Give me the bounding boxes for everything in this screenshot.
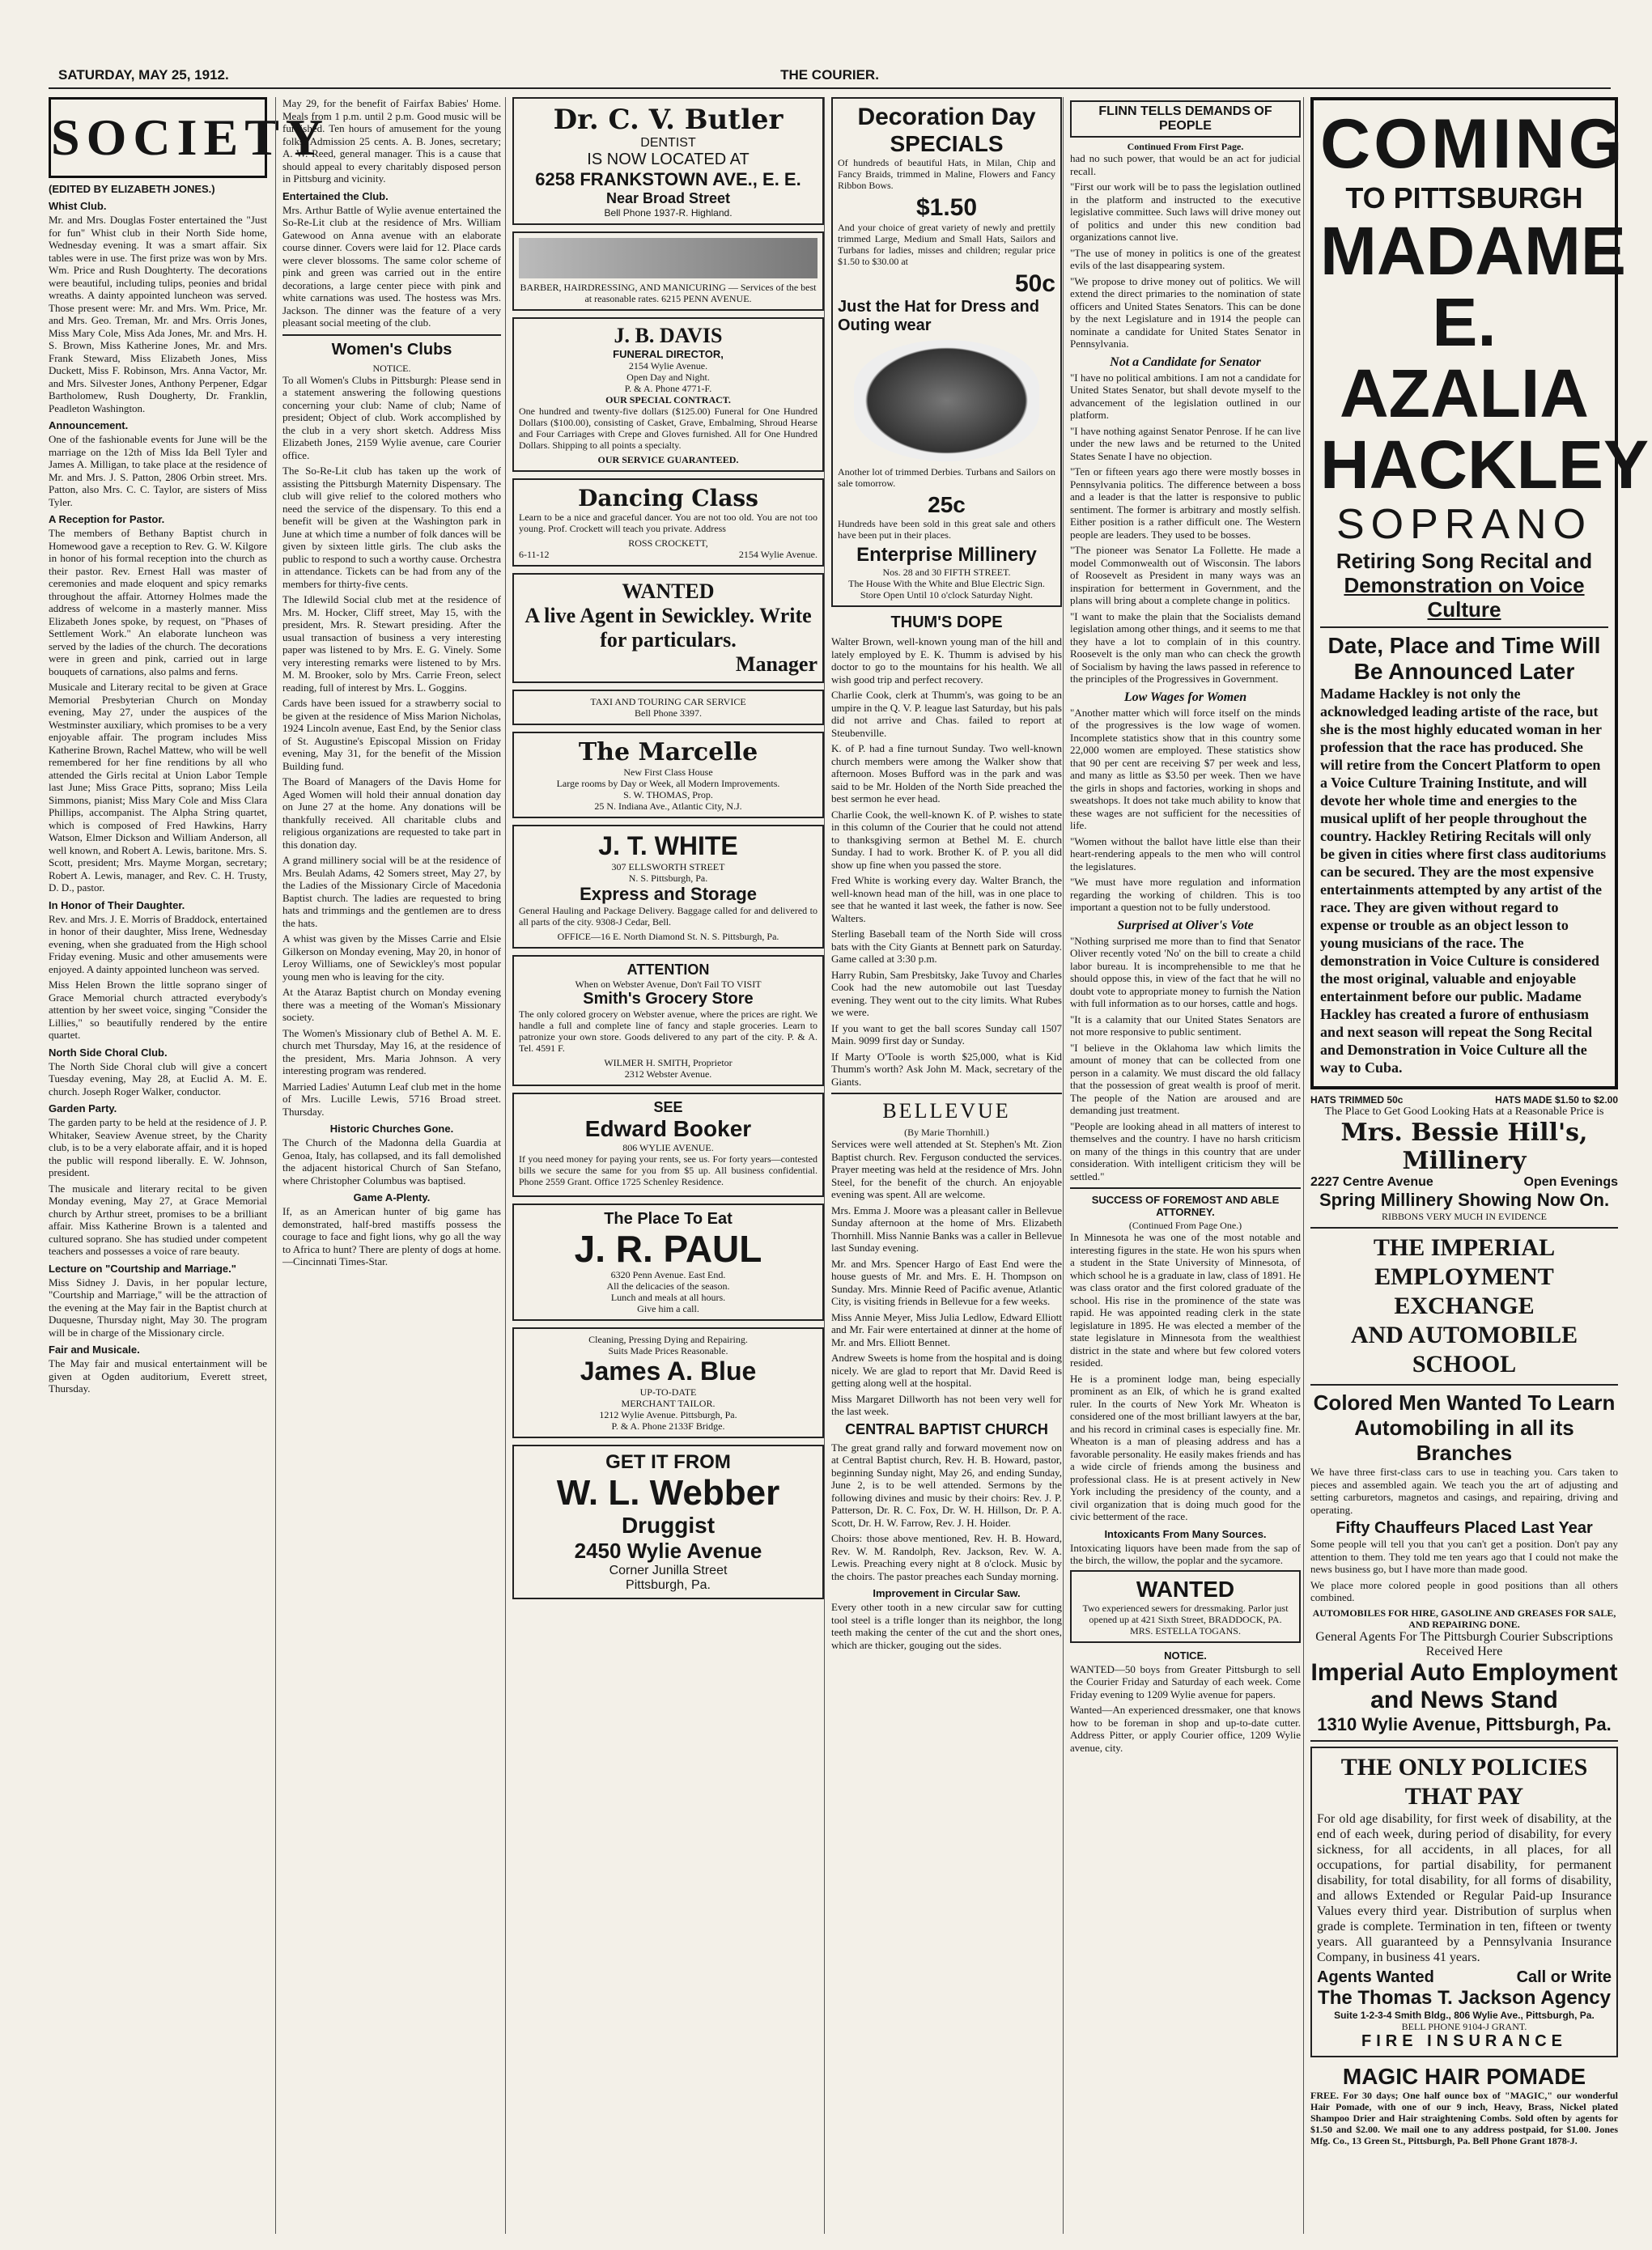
deco-title: Decoration Day	[857, 104, 1036, 130]
flinn-heading: FLINN TELLS DEMANDS OF PEOPLE	[1070, 100, 1301, 138]
marcelle-address: 25 N. Indiana Ave., Atlantic City, N.J.	[594, 800, 742, 812]
butler-located: IS NOW LOCATED AT	[587, 151, 750, 168]
blue-prices: Suits Made Prices Reasonable.	[608, 1345, 728, 1356]
historic-churches-text: The Church of the Madonna della Guardia at Genoa, Italy, has collapsed, and its fall demolished the adjacent historical Church of San Stefano, where Christopher Columbus was baptised.	[282, 1136, 501, 1187]
flinn-2: "First our work will be to pass the legislation outlined in the platform and instructed to the executive legislative committee. Such laws will drive money out of politics and under this new condition bad organizations cannot live.	[1070, 180, 1301, 243]
blue-name: James A. Blue	[580, 1356, 757, 1386]
issue-date: SATURDAY, MAY 25, 1912.	[58, 67, 229, 83]
fair-text: The May fair and musical entertainment will be given at Ogden auditorium, Everett street, Thursday.	[49, 1357, 267, 1395]
paul-address: 6320 Penn Avenue. East End.	[610, 1269, 726, 1280]
policies-ad	[1310, 1747, 1618, 2057]
butler-address: 6258 FRANKSTOWN AVE., E. E.	[535, 169, 801, 189]
enterprise-name: Enterprise Millinery	[856, 544, 1037, 566]
wanted-sewers-name: MRS. ESTELLA TOGANS.	[1130, 1624, 1241, 1637]
white-text: General Hauling and Package Delivery. Baggage called for and delivered to all parts of the city. 9308-J Cedar, Bell.	[519, 905, 818, 928]
divider	[1070, 1187, 1301, 1189]
policies-text: For old age disability, for first week of disability, at the end of each week, during period of disability, for every sickness, for all accidents, in all places, for all occupations, for partial disability, for permanent disability, for total disability, for all forms of disability, and allows Extended or Regular Paid-up Insurance Values every third year. Distribution of surplus when grade is complete. Termination in ten, fifteen or twenty years. All guaranteed by a Pennsylvania Insurance Company, in business 41 years.	[1317, 1811, 1612, 1964]
strawberry-social-text: Cards have been issued for a strawberry social to be given at the residence of Miss Marion Nicholas, 1924 Lincoln avenue, East End, by the Senior class of St. Augustine's Episcopal Mission on Friday evening, May 31, for the benefit of the Mission Building fund.	[282, 697, 501, 772]
dope-1: Walter Brown, well-known young man of the hill and lately employed by E. K. Thumm is advised by his doctor to go to the mountains for his health. We all wish good trip and perfect recovery.	[831, 635, 1062, 686]
improvement-heading: Improvement in Circular Saw.	[873, 1587, 1021, 1599]
choral-club-heading: North Side Choral Club.	[49, 1046, 168, 1059]
booker-name: Edward Booker	[584, 1116, 752, 1141]
fire-insurance: FIRE INSURANCE	[1361, 2031, 1567, 2050]
fifty-text2: We place more colored people in good positions than all others combined.	[1310, 1578, 1618, 1603]
deco-price: $1.50	[915, 194, 978, 221]
blue-ad	[512, 1327, 824, 1438]
bellevue-heading: BELLEVUE	[882, 1099, 1011, 1123]
success-continued: (Continued From Page One.)	[1128, 1220, 1242, 1231]
ads-column	[505, 97, 824, 2234]
webber-name: W. L. Webber	[556, 1473, 780, 1513]
hackley-text: Madame Hackley is not only the acknowledged leading artiste of the race, but she is the most highly educated woman in her profession that the race has produced. She will retire from the Concert Platform to open a Voice Culture Training Institute, and will devote her whole time and energies to the musical uplift of her people throughout the country. Hackley Retiring Recitals will only be given in cities where first class auditoriums can be secured. They are the most expensive entertainments attempted by any artist of the race. They are given without regard to expense or trouble as an object lesson to young musicians of the race. The demonstration in Voice Culture is considered the most original, valuable and enjoyable entertainment before our public. Madame Hackley has created a furore of enthusiasm and next season will repeat the Song Recital and Demonstration in Voice Culture all the way to Cuba.	[1320, 686, 1607, 1076]
so-re-lit-text: The So-Re-Lit club has taken up the work of assisting the Pittsburgh Maternity Dispensary. The club will give relief to the colored mothers who need the service of the dispensary. To this end a benefit will be given at the Washington park in June at which time a number of folk dances will be given by sixteen little girls. The club asks the public to respond to such a worthy cause. Orchestra in attendance. Tickets can be had from any of the members for thirty-five cents.	[282, 465, 501, 590]
barber-illustration	[519, 238, 818, 278]
white-name: J. T. WHITE	[598, 831, 738, 860]
smith-prop: WILMER H. SMITH, Proprietor	[604, 1057, 733, 1068]
historic-churches-heading: Historic Churches Gone.	[329, 1123, 454, 1135]
entertained-text: Mrs. Arthur Battle of Wylie avenue entertained the So-Re-Lit club at the residence of Mrs. William Gatewood on Anna avenue with an elaborate course dinner. Covers were laid for 12. Place cards were clever blossoms. The same color scheme of pink and green was carried out in the entire decorations, a large center piece with pink and white carnations was used. The hostess was Mrs. Jackson. The dinner was the feature of a very pleasant social meeting of the club.	[282, 203, 501, 329]
butler-near: Near Broad Street	[605, 190, 731, 206]
butler-ad	[512, 97, 824, 225]
madame-label: MADAME	[1320, 213, 1626, 289]
policies-title: THE ONLY POLICIES THAT PAY	[1340, 1753, 1588, 1810]
intoxicants-text: Intoxicating liquors have been made from the sap of the birch, the willow, the poplar and the sycamore.	[1070, 1541, 1301, 1566]
hill-ribbons: RIBBONS VERY MUCH IN EVIDENCE	[1381, 1211, 1547, 1222]
divider	[1310, 1384, 1618, 1386]
dope-3: K. of P. had a fine turnout Sunday. Two well-known church members were among the Walker show that afternoon. Moses Bufford was in the park and was said to be Mr. Holden of the North Side preached the best sermon he ever head.	[831, 742, 1062, 804]
blue-sub: UP-TO-DATE	[639, 1386, 697, 1398]
flinn-16: "People are looking ahead in all matters of interest to themselves and the country. I have no harsh criticism on many of the things in this country that are under consideration. With intelligent criticism they will be settled."	[1070, 1119, 1301, 1182]
idlewild-text: The Idlewild Social club met at the residence of Mrs. M. Hocker, Cliff street, May 15, with the president, Mrs. R. Stewart presiding. After the usual transaction of business a very interesting paper was listened to by Mrs. E. G. Vinely. Some very interesting remarks were listened to by Mrs. M. M. Brooker, solo by Mrs. Carrie Freon, select reading, full of interest by Mrs. L. Goggins.	[282, 593, 501, 694]
game-text: If, as an American hunter of big game has demonstrated, half-bred mastiffs possess the courage to face and fight lions, why go all the way to Africa to hunt? There are plenty of dogs at home. —Cincinnati Times-Star.	[282, 1205, 501, 1267]
bellevue-3: Mr. and Mrs. Spencer Hargo of East End were the house guests of Mr. and Mrs. E. H. Thompson on Sunday. Mrs. Minnie Reed of Pacific avenue, Atlantic City, is visiting friends in Bellevue for a few weeks.	[831, 1257, 1062, 1307]
entertained-heading: Entertained the Club.	[282, 189, 389, 202]
paul-name: J. R. PAUL	[574, 1228, 762, 1270]
butler-name: Dr. C. V. Butler	[553, 104, 784, 136]
davis-hours: Open Day and Night.	[626, 371, 710, 383]
autumn-leaf-text: Married Ladies' Autumn Leaf club met in the home of Mrs. Lucille Lewis, 5716 Broad street. Thursday.	[282, 1080, 501, 1118]
imperial-auto2: and News Stand	[1370, 1686, 1558, 1713]
soprano-label: SOPRANO	[1336, 501, 1593, 548]
hats-line	[1310, 1094, 1618, 1106]
dancing-text: Learn to be a nice and graceful dancer. You are not too old. You are not too young. Prof. Crockett will teach you private. Address	[519, 512, 818, 534]
dope-8: If you want to get the ball scores Sunday call 1507 Main. 9099 first day or Sunday.	[831, 1021, 1062, 1046]
hackley-ad	[1310, 97, 1650, 1089]
imperial-address: 1310 Wylie Avenue, Pittsburgh, Pa.	[1317, 1713, 1612, 1734]
flinn-15: "I believe in the Oklahoma law which limits the amount of money that can be collected from one person in a calamity. We must discard the old fallacy that the possession of great wealth is proof of merit. The people of the Nation are aroused and are demanding just treatment.	[1070, 1041, 1301, 1116]
hats-trimmed: HATS TRIMMED 50c	[1310, 1094, 1404, 1106]
hats-made: HATS MADE $1.50 to $2.00	[1495, 1094, 1618, 1106]
millinery-social-text: A grand millinery social will be at the residence of Mrs. Beulah Adams, 42 Somers street, May 27, by the Ladies of the Missionary Circle of Macedonia Baptist church. The ladies are requested to bring hats and trimmings and the gentlemen are to dress the hats.	[282, 854, 501, 929]
fair-heading: Fair and Musicale.	[49, 1344, 140, 1356]
divider	[1320, 626, 1608, 628]
flinn-3: "The use of money in politics is one of the greatest evils of the last disappearing system.	[1070, 246, 1301, 271]
flinn-14: "It is a calamity that our United States Senators are not more responsive to public sentiment.	[1070, 1012, 1301, 1038]
flinn-continued: Continued From First Page.	[1127, 141, 1244, 152]
blue-phone: P. & A. Phone 2133F Bridge.	[611, 1420, 725, 1432]
blue-address: 1212 Wylie Avenue. Pittsburgh, Pa.	[599, 1409, 737, 1420]
millinery-column	[824, 97, 1062, 2234]
intoxicants-heading: Intoxicants From Many Sources.	[1104, 1527, 1267, 1540]
deco-price2: 50c	[1014, 270, 1055, 297]
enterprise-hours: Store Open Until 10 o'clock Saturday Night.	[860, 589, 1034, 601]
paul-hours: Lunch and meals at all hours.	[610, 1292, 726, 1303]
wanted-agent-ad	[512, 573, 824, 683]
garden-party-heading: Garden Party.	[49, 1102, 117, 1114]
dress-price: 25c	[928, 492, 966, 517]
bellevue-5: Andrew Sweets is home from the hospital and is doing nicely. We are glad to report that Mr. David Reed is getting along well at the hospital.	[831, 1352, 1062, 1389]
dancing-address: 2154 Wylie Avenue.	[738, 549, 818, 560]
reception-text: The members of Bethany Baptist church in Homewood gave a reception to Rev. G. W. Kilgore in honor of his formal reception into the church as their pastor. Rev. Ernest Hall was master of ceremonies and made eloquent and spicy remarks throughout the affair. Attorney Holmes made the address of welcome in a masterly manner. Miss Elizabeth Jones spoke, by request, on "Phases of Settlement Work." An elaborate luncheon was served by the ladies of the church. The decorations were in green and pink, carried out in large bouquets of carnations, also palms and ferns.	[49, 527, 267, 677]
white-address2: N. S. Pittsburgh, Pa.	[628, 872, 708, 884]
musicale-text: Musicale and Literary recital to be given at Grace Memorial Presbyterian Church on Monday evening, May 27, under the auspices of the Westminster auxiliary, which promises to be a very enjoyable affair. The program includes Miss Katherine Brown, Rachel Mattew, who will be well remembered for her fine renditions by all who attended the Girls recital at Union Labor Temple last June; Miss Grace Pitts, soprano; Miss Leila Simmons, pianist; Miss Mary Cole and Miss Clara Phillips, accompanist. The Alpha String quartet, which is composed of Fred Hawkins, Harry Watson, Elmer Dickson and William Anderson, all well known, and Robert A. Lewis, baritone. Mrs. S. Scott, president; Mrs. Mayme Morgan, secretary; Robert A. Lewis, manager, and Rev. C. H. Trusty, D. D., pastor.	[49, 681, 267, 894]
helen-brown-text: Miss Helen Brown the little soprano singer of Grace Memorial church attracted everybody's attention by her sweet voice, singing "Consider the Lillies," so beautifully rendered by the entire quartet.	[49, 979, 267, 1041]
webber-city: Pittsburgh, Pa.	[626, 1578, 711, 1592]
marcelle-name: The Marcelle	[578, 738, 758, 766]
davis-title: FUNERAL DIRECTOR,	[613, 348, 724, 360]
paul-text: All the delicacies of the season.	[606, 1280, 730, 1292]
imperial-text: We have three first-class cars to use in teaching you. Cars taken to pieces and assembled again. We teach you the art of adjusting and setting carburetors, magnetos and casings, and repairing, driving and operating.	[1310, 1466, 1618, 1516]
lecture-heading: Lecture on "Courtship and Marriage."	[49, 1262, 236, 1275]
central-baptist-heading: CENTRAL BAPTIST CHURCH	[845, 1420, 1048, 1437]
agents-line	[1317, 1968, 1612, 1987]
recital-line1: Retiring Song Recital and	[1336, 549, 1593, 573]
white-office: OFFICE—16 E. North Diamond St. N. S. Pittsburgh, Pa.	[557, 931, 779, 942]
dancing-date: 6-11-12	[519, 549, 550, 560]
white-service: Express and Storage	[580, 884, 757, 904]
booker-ad	[512, 1093, 824, 1197]
hill-name: Mrs. Bessie Hill's, Millinery	[1340, 1119, 1588, 1175]
fairfax-text: May 29, for the benefit of Fairfax Babies' Home. Meals from 1 p.m. until 2 p.m. Good music will be furnished. Ten hours of amusement for the young folks. Admission 25 cents. A. B. Jones, secretary; A. W. Reed, general manager. This is a cause that should appeal to every charitably disposed person in Pittsburg and vicinity.	[282, 97, 501, 185]
barber-ad	[512, 231, 824, 311]
society-continued-column	[275, 97, 501, 2234]
davis-phone: P. & A. Phone 4771-F.	[624, 383, 712, 394]
agents-wanted: Agents Wanted	[1317, 1968, 1434, 1986]
improvement-text: Every other tooth in a new circular saw for cutting tool steel is a trifle longer than its neighbor, the long teeth making the center of the cut and the short ones, which are thicker, gouging out the sides.	[831, 1601, 1062, 1651]
dope-2: Charlie Cook, clerk at Thumm's, was going to be an umpire in the Q. V. P. league last Saturday, but his pals did not arrive and Chas. failed to report at Steubenville.	[831, 689, 1062, 739]
choral-club-text: The North Side Choral club will give a concert Tuesday evening, May 28, at Euclid A. M. E. church. Joseph Roger Walker, conductor.	[49, 1059, 267, 1097]
dope-5: Fred White is working every day. Walter Branch, the well-known head man of the hill, was in one place to see that he wanted it last week, the father is now. See Walters.	[831, 874, 1062, 924]
bellevue-2: Mrs. Emma J. Moore was a pleasant caller in Bellevue Sunday afternoon at the home of Mrs. Elizabeth Thornhill. Miss Nannie Banks was a caller in Bellevue last Sunday evening.	[831, 1204, 1062, 1254]
blue-head: Cleaning, Pressing Dying and Repairing.	[588, 1334, 748, 1345]
flinn-4: "We propose to drive money out of politics. We will extend the direct primaries to the nomination of state officers and United States Senators. This can be done by the next Legislature and in 1914 the people can nominate a candidate for United States Senator in Pennsylvania.	[1070, 274, 1301, 350]
society-column	[49, 97, 330, 2234]
enterprise-sub: The House With the White and Blue Electric Sign.	[848, 578, 1045, 589]
davis-text: One hundred and twenty-five dollars ($125.00) Funeral for One Hundred Dollars ($100.00), consisting of Casket, Grave, Embalming, Shroud Hearse and Four Carriages with Crepe and Gloves furnished. All for One Hundred Dollars. Shipping to all points a specialty.	[519, 405, 818, 451]
daughter-heading: In Honor of Their Daughter.	[49, 898, 185, 911]
wanted-agent-text: A live Agent in Sewickley. Write for particulars.	[524, 604, 812, 652]
fifty-text: Some people will tell you that you can't get a position. Don't pay any attention to them. They told me ten years ago that I could not make the news business go, but I have more than made good.	[1310, 1538, 1618, 1575]
recital-line2: Demonstration on Voice Culture	[1344, 573, 1585, 622]
marcelle-text: Large rooms by Day or Week, all Modern Improvements.	[556, 778, 780, 789]
whist-club-heading: Whist Club.	[49, 200, 107, 212]
flinn-11: "Women without the ballot have little else than their heart-rendering appeals to the men who will control the legislatures.	[1070, 834, 1301, 872]
flinn-1: had no such power, that would be an act for judicial recall.	[1070, 152, 1301, 177]
to-pittsburgh: TO PITTSBURGH	[1345, 181, 1583, 214]
dress-text: Another lot of trimmed Derbies. Turbans and Sailors on sale tomorrow.	[838, 466, 1055, 489]
womens-clubs-heading: Women's Clubs	[331, 340, 452, 359]
hill-open: Open Evenings	[1523, 1175, 1618, 1189]
thums-dope-heading: THUM'S DOPE	[890, 613, 1003, 631]
paper-title: THE COURIER.	[780, 67, 879, 83]
divider	[1310, 1740, 1618, 1742]
autos-for-hire: AUTOMOBILES FOR HIRE, GASOLINE AND GREASES FOR SALE, AND REPAIRING DONE.	[1312, 1607, 1616, 1630]
date-announcement: Date, Place and Time Will Be Announced Later	[1327, 633, 1601, 684]
dressmaker-wanted-text: Wanted—An experienced dressmaker, one that knows how to be foreman in shop and up-to-date cutter. Address Pitter, or apply Courier office, 1209 Wylie avenue, city.	[1070, 1704, 1301, 1754]
davis-ad	[512, 317, 824, 472]
smith-address: 2312 Webster Avenue.	[624, 1068, 712, 1080]
dancing-title: Dancing Class	[578, 485, 758, 512]
dope-6: Sterling Baseball team of the North Side will cross bats with the City Giants at Bennett park on Saturday. Game called at 3:30 p.m.	[831, 928, 1062, 965]
davis-address: 2154 Wylie Avenue.	[628, 360, 708, 371]
society-byline: (EDITED BY ELIZABETH JONES.)	[49, 183, 215, 195]
game-heading: Game A-Plenty.	[353, 1191, 431, 1204]
taxi-phone: Bell Phone 3397.	[635, 707, 702, 719]
flinn-column	[1063, 97, 1301, 2234]
booker-text: If you need money for paying your rents, see us. For forty years—contested bills we secure the same for you from $5 up. All business confidential. Phone 2559 Grant. Office 1725 Schenley Residence.	[519, 1153, 818, 1187]
notice-text: WANTED—50 boys from Greater Pittsburgh to sell the Courier Friday and Saturday of each week. Come Friday evening to 1209 Wylie avenue for papers.	[1070, 1662, 1301, 1700]
paul-call: Give him a call.	[637, 1303, 699, 1314]
pomade-title: MAGIC HAIR POMADE	[1342, 2063, 1586, 2089]
wanted-sewers-text: Two experienced sewers for dressmaking. Parlor just opened up at 421 Sixth Street, BRADDOCK, PA.	[1082, 1602, 1289, 1625]
dope-4: Charlie Cook, the well-known K. of P. wishes to state in this column of the Courier that he could not attend to thanksgiving sermon at Bethel M. E. church Sunday. I had to work. Brother K. of P. you all did show up fine when you passed the store.	[831, 808, 1062, 871]
low-wages-heading: Low Wages for Women	[1123, 690, 1247, 704]
hat-illustration	[854, 340, 1039, 461]
recital-text: The musicale and literary recital to be given Monday evening, May 27, at Grace Memorial church by Arthur street, promises to be a brilliant affair. Miss Katherine Brown is a talented and cultured soprano. She has studied under competent teachers and possesses a voice of rare beauty.	[49, 1182, 267, 1257]
imperial-auto1: Imperial Auto Employment	[1310, 1658, 1618, 1686]
hill-line	[1310, 1175, 1618, 1190]
booker-address: 806 WYLIE AVENUE.	[622, 1142, 714, 1153]
ataraz-text: At the Ataraz Baptist church on Monday evening there was a meeting of the Woman's Missionary society.	[282, 986, 501, 1023]
daughter-text: Rev. and Mrs. J. E. Morris of Braddock, entertained in honor of their daughter, Miss Irene, Wednesday evening, when she graduated from the High school Friday evening. Music and other amusements were enjoyed. A dainty appointed luncheon was served.	[49, 912, 267, 975]
dope-7: Harry Rubin, Sam Presbitsky, Jake Tuvoy and Charles Cook had the new automobile out last Tuesday evening. They went out to the city limits. What Rubes we were.	[831, 968, 1062, 1018]
divider	[831, 1093, 1062, 1094]
wanted-sewers-ad	[1070, 1570, 1301, 1643]
butler-title: DENTIST	[640, 136, 696, 150]
whist-text: A whist was given by the Misses Carrie and Elsie Gilkerson on Monday evening, May 20, in honor of Leroy Williams, one of Sewickley's most popular young men who is leaving for the city.	[282, 932, 501, 983]
society-heading: SOCIETY	[49, 97, 267, 178]
coming-title: COMING	[1320, 105, 1626, 183]
davis-contract: OUR SPECIAL CONTRACT.	[605, 394, 731, 405]
smith-name: Smith's Grocery Store	[583, 990, 754, 1008]
webber-title: Druggist	[621, 1513, 716, 1538]
colored-men-line: Colored Men Wanted To Learn	[1313, 1390, 1616, 1415]
marcelle-sub: New First Class House	[623, 766, 713, 778]
central-baptist-1: The great grand rally and forward movement now on at Central Baptist church, Rev. H. B. Howard, pastor, beginning Sunday night, May 26, and ending Sunday, June 2, is to be well attended. Sermons by the following divines and music by their choirs: Rev. J. P. Patterson, Dr. R. C. Fox, Dr. W. H. Hillson, Dr. P. A. Scott, Dr. H. W. Farrow, Rev. J. H. Hoider.	[831, 1441, 1062, 1529]
bellevue-byline: (By Marie Thornhill.)	[904, 1127, 989, 1138]
pomade-text: FREE. For 30 days; One half ounce box of "MAGIC," our wonderful Hair Pomade, with one of our 9 inch, Heavy, Brass, Nickel plated Shampoo Drier and Hair straightening Combs. Sold often by agents for $1.50 and $2.00. We mail one to any address postpaid, for $1.00. Jones Mfg. Co., 13 Green St., Pittsburgh, Pa. Bell Phone Grant 1878-J.	[1310, 2089, 1618, 2146]
attention-sub: When on Webster Avenue, Don't Fail TO VISIT	[575, 979, 762, 990]
divider	[1310, 1227, 1618, 1229]
smith-ad	[512, 955, 824, 1086]
decoration-day-ad	[831, 97, 1062, 607]
bellevue-1: Services were well attended at St. Stephen's Mt. Zion Baptist church. Rev. Ferguson conducted the services. Prayer meeting was held at the residence of Mrs. John Steel, for the benefit of the church. An enjoyable evening was spent. All are welcome.	[831, 1138, 1062, 1200]
enterprise-address: Nos. 28 and 30 FIFTH STREET.	[882, 567, 1011, 578]
jackson-agency: The Thomas T. Jackson Agency	[1318, 1986, 1611, 2009]
hats-sub: The Place to Get Good Looking Hats at a Reasonable Price is	[1324, 1106, 1604, 1118]
azalia-label: E. AZALIA	[1340, 284, 1589, 431]
deco-hats: Of hundreds of beautiful Hats, in Milan, Chip and Fancy Braids, trimmed in Maline, Flowers and Fancy Ribbon Bows.	[838, 157, 1055, 191]
bellevue-4: Miss Annie Meyer, Miss Julia Ledlow, Edward Elliott and Mr. Fair were entertained at dinner at the home of Mr. and Mrs. Elliott Bennet.	[831, 1310, 1062, 1348]
deco-sub: SPECIALS	[890, 131, 1004, 156]
hill-spring: Spring Millinery Showing Now On.	[1319, 1190, 1610, 1210]
oliver-vote-heading: Surprised at Oliver's Vote	[1117, 918, 1254, 932]
success-heading: SUCCESS OF FOREMOST AND ABLE ATTORNEY.	[1091, 1194, 1280, 1218]
dancing-ad	[512, 478, 824, 567]
hill-address: 2227 Centre Avenue	[1310, 1175, 1433, 1189]
butler-phone: Bell Phone 1937-R. Highland.	[604, 207, 733, 219]
wanted-sewers-title: WANTED	[1136, 1576, 1235, 1602]
central-baptist-2: Choirs: those above mentioned, Rev. H. B. Howard, Rev. W. M. Randolph, Rev. Jackson, Rev. W. A. Lewis. Preaching every night at 8 o'clock. Music by the choirs. The pastor preaches each Sunday morning.	[831, 1532, 1062, 1582]
taxi-text: TAXI AND TOURING CAR SERVICE	[590, 696, 746, 707]
see-label: SEE	[653, 1099, 683, 1115]
womens-clubs-notice: To all Women's Clubs in Pittsburgh: Please send in a statement answering the following questions concerning your club: Name of club; Name of president; Object of club. Work accomplished by the club in a very short sketch. Address Miss Elizabeth Jones, 2159 Wylie avenue, care Courier office.	[282, 373, 501, 461]
success-2: He is a prominent lodge man, being especially prominent as an Elk, of which he is grand exalted ruler. In the courts of New York Mr. Wheaton is considered one of the most brilliant lawyers at the bar, and his record in criminal cases is especially fine. Mr. Wheaton is a man of pleasing address and has a favorable personality. He easily makes friends and has a wide circle of friends among the business and professional class. He is at present actively in New York including the presidency of the county, and a civil organization that is doing much good for the civic betterment of the race.	[1070, 1372, 1301, 1522]
blue-title: MERCHANT TAILOR.	[621, 1398, 716, 1409]
deco-text: And your choice of great variety of newly and prettily trimmed Large, Medium and Small Hats, Sailors and Turbans for ladies, misses and children; regular price $1.50 to $30.00 at	[838, 222, 1055, 267]
webber-corner: Corner Junilla Street	[609, 1564, 728, 1577]
divider	[282, 334, 501, 336]
announcement-text: One of the fashionable events for June will be the marriage on the 12th of Miss Ida Bell Tyler and James A. Milligan, to take place at the residence of Mr. and Mrs. J. S. Patton, 2806 Orbin street. Mrs. Patton, also Mrs. C. C. Taylor, are sisters of Miss Tyler.	[49, 433, 267, 508]
flinn-12: "We must have more regulation and information regarding the working of children. This is too important a question not to be fully understood.	[1070, 876, 1301, 913]
flinn-7: "Ten or fifteen years ago there were mostly bosses in Pennsylvania politics. The difference between a boss and a leader is that the latter is responsive to public sentiment. The former is arbitrary and mostly selfish. Either position is a rather difficult one. The Western people are leaders. They used to be bosses.	[1070, 465, 1301, 541]
dope-9: If Marty O'Toole is worth $25,000, what is Kid Thumm's worth? Ask John M. Mack, secretary of the Giants.	[831, 1050, 1062, 1088]
davis-home-text: The Board of Managers of the Davis Home for Aged Women will hold their annual donation day on June 27 at the home. Any donations will be thankfully received. All charitable clubs and religious organizations are requested to take part in this donation day.	[282, 775, 501, 851]
fifty-chauffeurs: Fifty Chauffeurs Placed Last Year	[1336, 1519, 1593, 1537]
marcelle-ad	[512, 732, 824, 818]
flinn-5: "I have no political ambitions. I am not a candidate for United States Senator, but shall devote myself to the advancement of the legislation outlined in our platform.	[1070, 371, 1301, 421]
dancing-name: ROSS CROCKETT,	[628, 537, 708, 549]
announcement-heading: Announcement.	[49, 419, 129, 431]
dress-sold: Hundreds have been sold in this great sale and others have been put in their places.	[838, 518, 1055, 541]
wanted-agent-sig: Manager	[735, 652, 818, 676]
paul-ad	[512, 1204, 824, 1321]
marcelle-prop: S. W. THOMAS, Prop.	[623, 789, 713, 800]
notice-heading: NOTICE.	[1164, 1649, 1207, 1662]
webber-address: 2450 Wylie Avenue	[574, 1539, 762, 1563]
call-or-write: Call or Write	[1516, 1968, 1612, 1986]
garden-party-text: The garden party to be held at the residence of J. P. Whitaker, Seaview Avenue street, by the Charity club, is to be a very elaborate affair, and it is hoped the public will respond liberally. E. W. Johnson, president.	[49, 1116, 267, 1178]
flinn-6: "I have nothing against Senator Penrose. If he can live under the new laws and be returned to the United States Senate I have no objection.	[1070, 424, 1301, 462]
webber-ad	[512, 1445, 824, 1599]
smith-text: The only colored grocery on Webster avenue, where the prices are right. We handle a full and complete line of fancy and staple groceries. Learn to patronize your own store. Goods delivered to any part of the city. P. & A. Tel. 4591 F.	[519, 1008, 818, 1054]
success-1: In Minnesota he was one of the most notable and interesting figures in the state. He won his spurs when a student in the State University of Minnesota, of which school he is a graduate in law, class of 1891. He was class orator and the first colored graduate of the school. His rise in the prominence of the state was rapid. He was appointed reading clerk in the state legislature in 1895. He was elected a member of the state legislature in Minnesota from the wealthiest district in the state and where but few colored voters resided.	[1070, 1231, 1301, 1369]
notice-label: NOTICE.	[372, 362, 411, 374]
flinn-8: "The pioneer was Senator La Follette. He made a model Commonwealth out of Wisconsin. The labors of Roosevelt as President in many ways was an inspiration for betterment in Government, and the plans will bring about a complete change in politics.	[1070, 544, 1301, 606]
attention-title: ATTENTION	[626, 962, 710, 978]
white-ad	[512, 825, 824, 949]
general-agents: General Agents For The Pittsburgh Courier Subscriptions Received Here	[1315, 1629, 1613, 1658]
jackson-address: Suite 1-2-3-4 Smith Bldg., 806 Wylie Ave., Pittsburgh, Pa.	[1334, 2009, 1595, 2021]
flinn-10: "Another matter which will force itself on the minds of the progressives is the low wage of women. Incomplete statistics show that in this country some 22,000 women are employed. These statistics show that 90 per cent are receiving $7 per week and less, and many as little as $3.50 per week. Then we have the girls in shops and factories, working in shops and sweatshops. It does not take much ability to know that these wages are not sufficient for the necessities of life.	[1070, 706, 1301, 831]
paul-head: The Place To Eat	[604, 1210, 733, 1228]
taxi-ad	[512, 690, 824, 725]
davis-name: J. B. DAVIS	[614, 324, 723, 347]
wanted-agent-title: WANTED	[622, 579, 715, 603]
imperial-title2: AND AUTOMOBILE SCHOOL	[1350, 1322, 1578, 1378]
whist-club-text: Mr. and Mrs. Douglas Foster entertained the "Just for fun" Whist club in their North Side home, Wednesday evening. It was a smart affair. Six tables were in use. The first prize was won by Mrs. Wm. Price and Rush Doughterty. The decorations were beautiful, including tulips, peonies and bridal wreaths. A dainty appointed luncheon was served. Those present were: Mr. and Mrs. Wm. Price, Mr. and Mrs. Geo. Treman, Mr. and Mrs. Orris Jones, Miss Mary Cole, Miss Ada Jones, Mr. and Mrs. H. S. Brown, Miss Katherine Jones, Mr. and Mrs. Frank Steward, Miss Elizabeth Jones, Miss Duckett, Miss F. Robinson, Mrs. Anna Vactor, Mr. and Mrs. Silvester Jones, Anthony Perpener, Edgar Bartholomew, Rush Dougherty, Dr. Franklin, Peadleton Washington.	[49, 214, 267, 414]
flinn-13: "Nothing surprised me more than to find that Senator Oliver recently voted 'No' on the bill to create a child labor bureau. It is incomprehensible to me that he should oppose this, in view of the fact that he will no doubt vote to appropriate money to furnish the Nation with full information as to our horses, cattle and hogs.	[1070, 934, 1301, 1009]
lecture-text: Miss Sidney J. Davis, in her popular lecture, "Courtship and Marriage," will be the attraction of the evening at the May fair in the Baptist church at Duquesne, Thursday night, May 30. The program will be in charge of the Missionary circle.	[49, 1276, 267, 1339]
automobiling-line: Automobiling in all its Branches	[1354, 1416, 1574, 1465]
bellevue-6: Miss Margaret Dillworth has not been very well for the last week.	[831, 1392, 1062, 1417]
dress-head: Just the Hat for Dress and Outing wear	[838, 298, 1039, 334]
not-candidate-heading: Not a Candidate for Senator	[1110, 354, 1261, 369]
missionary-text: The Women's Missionary club of Bethel A. M. E. church met Thursday, May 16, at the residence of the president, Mrs. Maria Johnson. A very interesting program was rendered.	[282, 1026, 501, 1076]
jackson-phone: BELL PHONE 9104-J GRANT.	[1401, 2020, 1527, 2032]
reception-heading: A Reception for Pastor.	[49, 513, 165, 525]
barber-text: BARBER, HAIRDRESSING, AND MANICURING — Services of the best at reasonable rates. 6215 PENN AVENUE.	[520, 282, 817, 304]
hackley-label: HACKLEY	[1320, 427, 1650, 503]
hackley-column	[1303, 97, 1650, 2234]
davis-guarantee: OUR SERVICE GUARANTEED.	[597, 454, 739, 465]
white-address1: 307 ELLSWORTH STREET	[611, 861, 725, 872]
flinn-9: "I want to make the plain that the Socialists demand legislation among other things, and it seems to me that they have a lot to complain of in this country. Roosevelt is the only man who can check the growth of Socialism by having the laws passed in reference to the principles of the Progressives in Government.	[1070, 609, 1301, 685]
imperial-title1: THE IMPERIAL EMPLOYMENT EXCHANGE	[1373, 1234, 1556, 1319]
dancing-footer	[519, 549, 818, 560]
webber-head: GET IT FROM	[605, 1451, 731, 1473]
masthead	[49, 63, 1611, 89]
